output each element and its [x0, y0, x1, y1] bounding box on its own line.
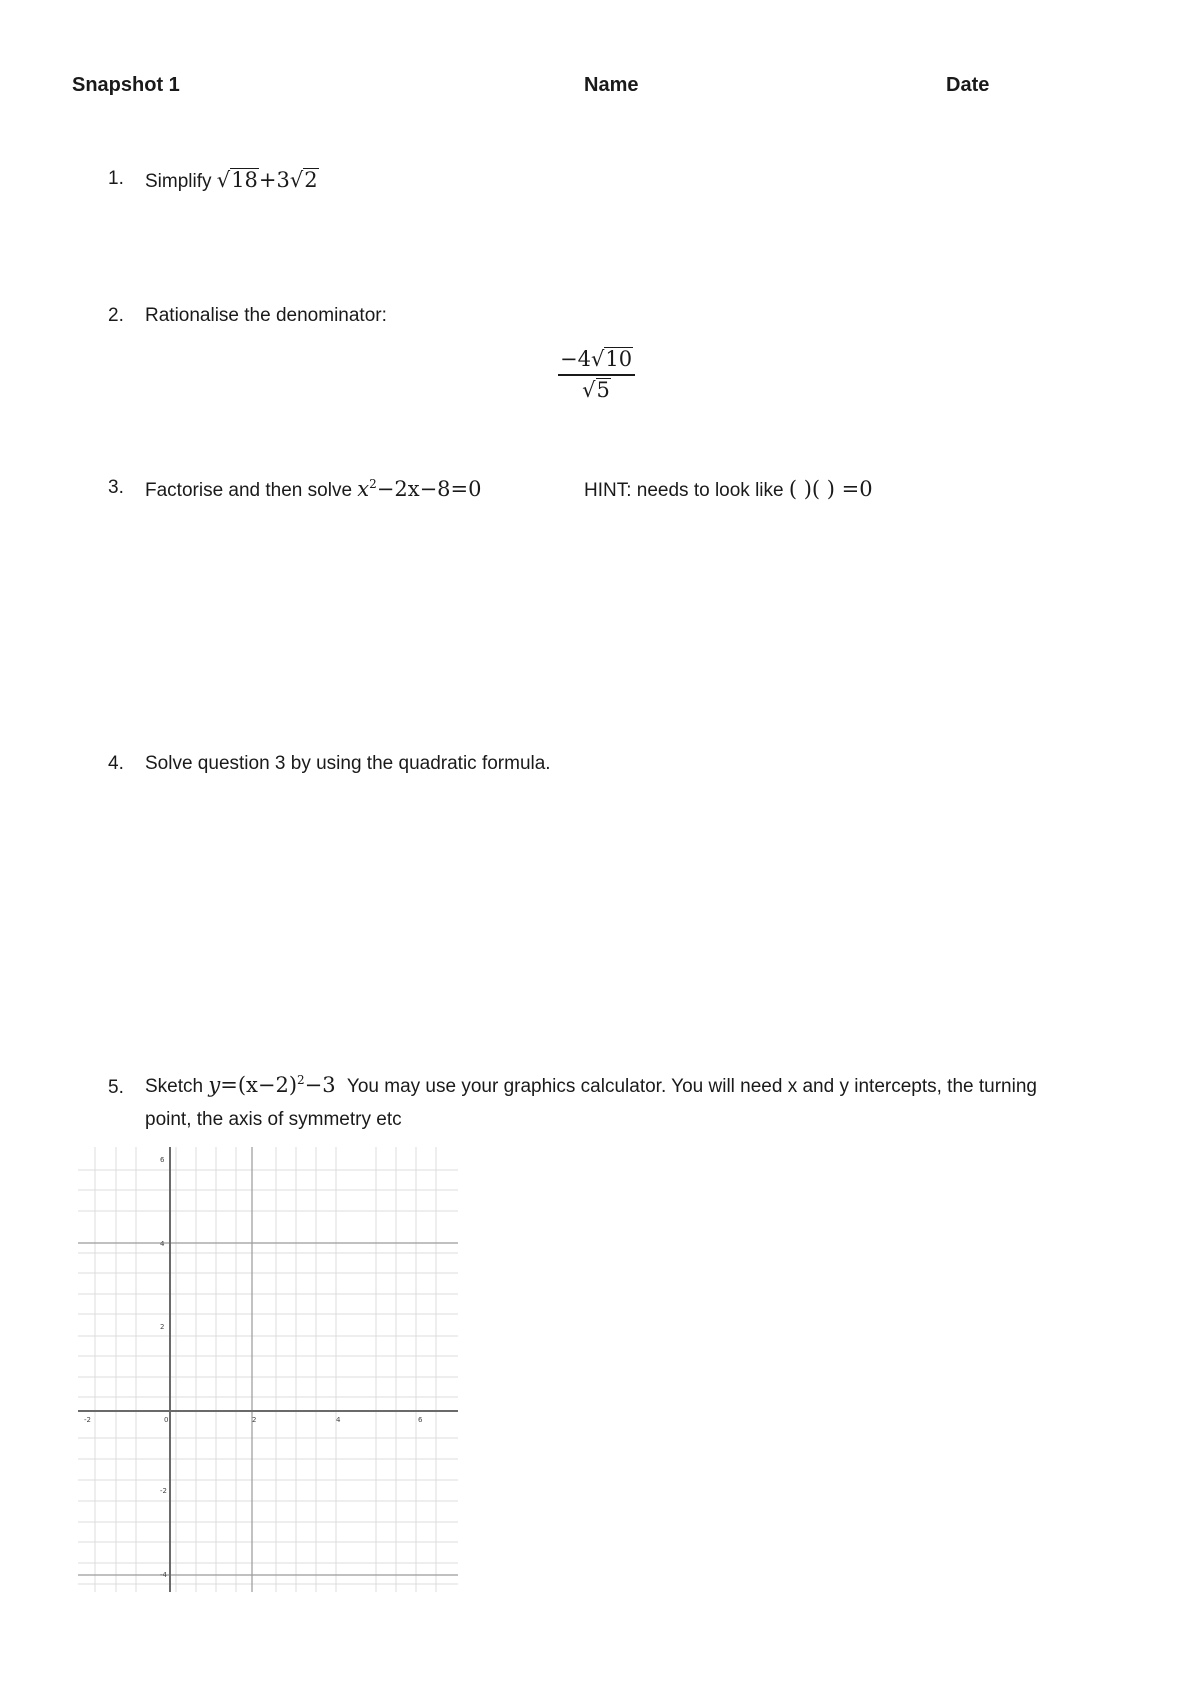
name-label: Name [584, 74, 639, 96]
y-tick-label: -4 [160, 1571, 167, 1579]
question-5-instructions: You may use your graphics calculator. You will need x and y intercepts, the turning [346, 1076, 1037, 1097]
grid-labels [84, 1156, 423, 1579]
radicand-18: 18 [231, 168, 258, 192]
question-1-number: 1. [108, 168, 124, 189]
quadratic-equation: $x^2-2x-8=0$ [357, 477, 482, 501]
question-1-expression: √18+3√2 [216, 168, 318, 192]
question-1-text: Simplify [145, 171, 212, 192]
x-tick-label: 0 [164, 1416, 169, 1424]
y-tick-label: 4 [160, 1240, 165, 1248]
hint-label: HINT: needs to look like [584, 480, 784, 501]
question-5-number: 5. [108, 1077, 124, 1098]
worksheet-title: Snapshot 1 [72, 74, 180, 96]
x-tick-label: 2 [252, 1416, 257, 1424]
question-2-number: 2. [108, 305, 124, 326]
hint-math: ( )( ) =0 [788, 477, 873, 501]
question-5-instructions-cont: point, the axis of symmetry etc [145, 1109, 402, 1130]
grid-lines [78, 1147, 458, 1592]
question-3-number: 3. [108, 477, 124, 498]
radicand-2: 2 [304, 168, 318, 192]
x-tick-label: 6 [418, 1416, 423, 1424]
sketch-equation: $y=(x-2)^2-3$ [208, 1073, 336, 1097]
fraction-numerator: −4√10 [558, 347, 635, 376]
date-label: Date [946, 74, 990, 96]
x-tick-label: 4 [336, 1416, 341, 1424]
y-tick-label: 2 [160, 1323, 165, 1331]
x-tick-label: -2 [84, 1416, 91, 1424]
question-2-text: Rationalise the denominator: [145, 305, 387, 326]
grid-axes [78, 1147, 458, 1592]
question-3-text: Factorise and then solve [145, 480, 353, 501]
plus-three: +3 [258, 168, 290, 192]
y-tick-label: -2 [160, 1487, 167, 1495]
question-4-text: Solve question 3 by using the quadratic formula. [145, 753, 551, 774]
question-5-text: Sketch [145, 1076, 204, 1097]
question-4-number: 4. [108, 753, 124, 774]
y-tick-label: 6 [160, 1156, 165, 1164]
fraction-denominator: √5 [582, 378, 610, 402]
